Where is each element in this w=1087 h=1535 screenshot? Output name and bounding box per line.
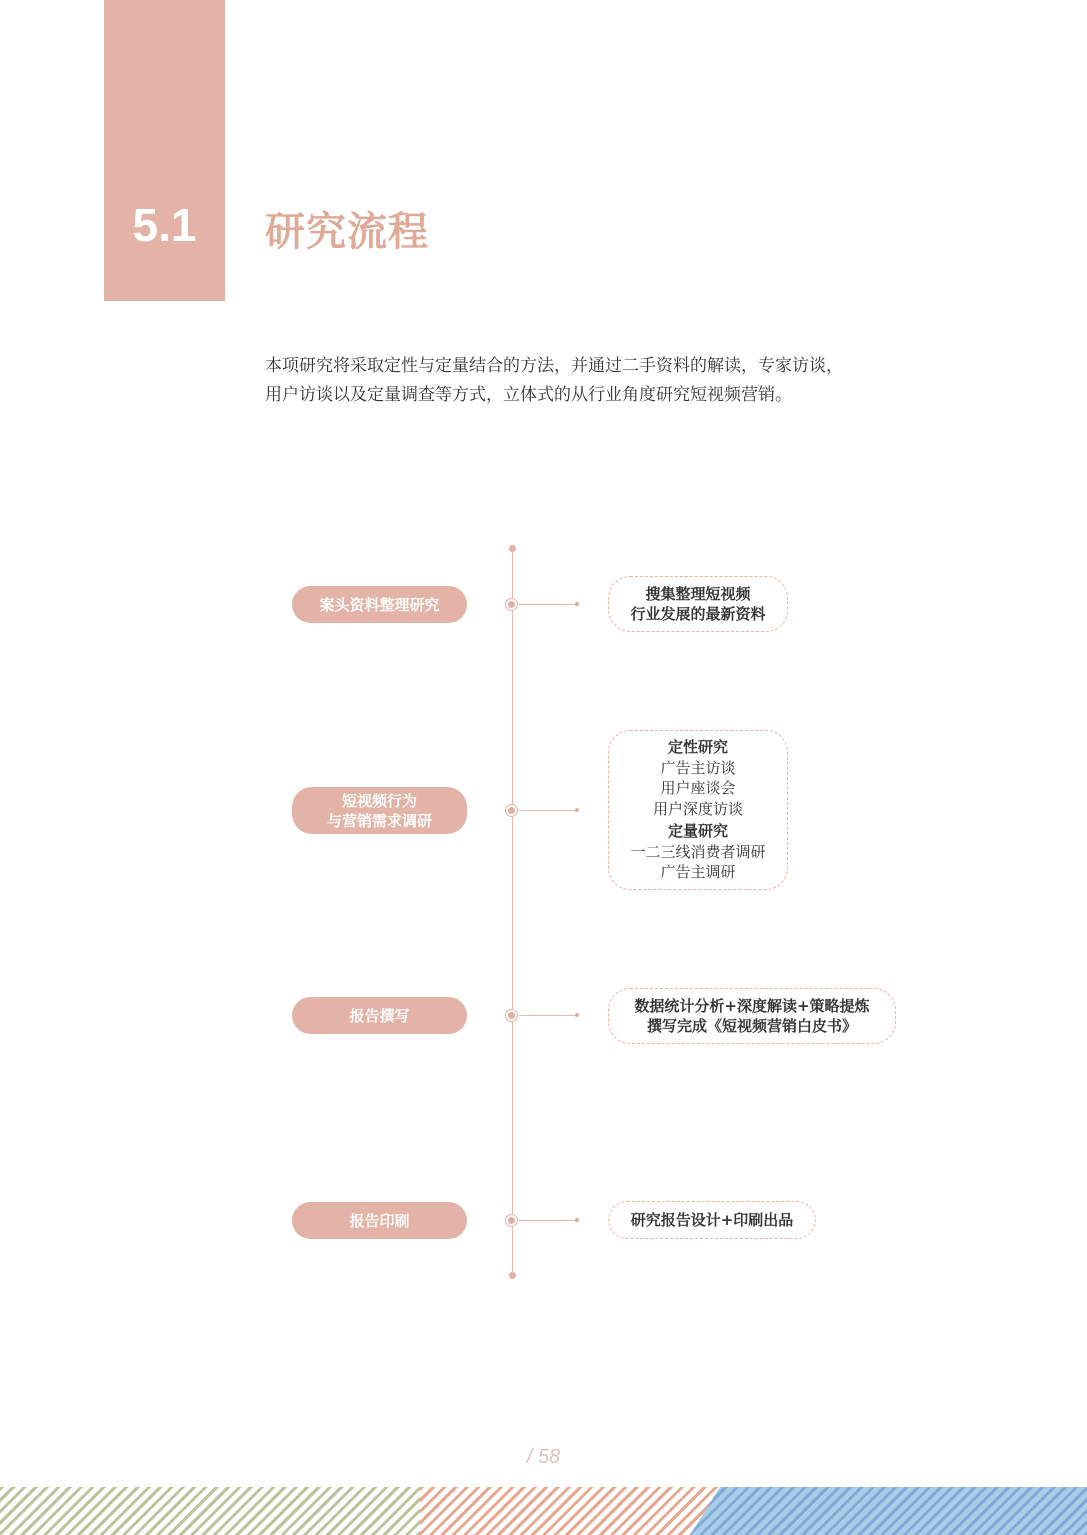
- qualitative-item-1: 广告主访谈: [660, 758, 736, 777]
- green-stripe-band: [0, 1487, 430, 1535]
- step-1-detail-line-2: 行业发展的最新资料: [630, 605, 766, 623]
- step-1-detail-box: [608, 576, 788, 632]
- intro-line-2: 用户访谈以及定量调查等方式，立体式的从行业角度研究短视频营销。: [265, 385, 792, 405]
- step-3-detail-line-1: 数据统计分析+深度解读+策略提炼: [634, 997, 870, 1015]
- intro-paragraph: [265, 352, 925, 410]
- blue-stripe-band: [690, 1487, 1087, 1535]
- step-3-connector: [519, 1015, 577, 1016]
- page-number: [0, 1446, 1087, 1469]
- page-title: 研究流程: [265, 209, 429, 255]
- quantitative-item-2: 广告主调研: [660, 863, 736, 882]
- step-3-label-text: 报告撰写: [349, 1006, 410, 1025]
- step-4-label: [292, 1202, 467, 1239]
- step-3-detail-line-2: 撰写完成《短视频营销白皮书》: [646, 1017, 857, 1035]
- section-number-block: [104, 0, 225, 301]
- step-4-node: [505, 1214, 518, 1227]
- step-4-detail-box: [608, 1201, 816, 1239]
- step-1-label: [292, 586, 467, 623]
- quantitative-item-1: 一二三线消费者调研: [630, 842, 766, 861]
- step-3-label: [292, 997, 467, 1034]
- step-1-node: [505, 598, 518, 611]
- step-2-label-line-1: 短视频行为: [341, 791, 417, 810]
- step-1-label-text: 案头资料整理研究: [319, 595, 440, 614]
- step-3-node: [505, 1009, 518, 1022]
- qualitative-title: 定性研究: [667, 738, 728, 757]
- step-1-detail-line-1: 搜集整理短视频: [645, 585, 751, 603]
- page-number-slash: /: [526, 1446, 538, 1468]
- step-4-label-text: 报告印刷: [349, 1211, 410, 1230]
- step-3-detail-box: [608, 988, 896, 1044]
- step-2-node: [505, 804, 518, 817]
- step-2-detail-box: [608, 730, 788, 890]
- quantitative-title: 定量研究: [667, 822, 728, 841]
- section-number: 5.1: [132, 199, 197, 251]
- timeline-end-dot: [509, 1272, 516, 1279]
- qualitative-item-2: 用户座谈会: [660, 779, 736, 798]
- step-2-label: [292, 787, 467, 834]
- timeline-line: [512, 548, 513, 1276]
- step-2-label-line-2: 与营销需求调研: [326, 811, 432, 830]
- intro-line-1: 本项研究将采取定性与定量结合的方法，并通过二手资料的解读，专家访谈，: [265, 356, 843, 376]
- step-4-detail-line-1: 研究报告设计+印刷出品: [630, 1211, 794, 1229]
- page-number-value: 58: [537, 1446, 561, 1468]
- qualitative-item-3: 用户深度访谈: [652, 799, 743, 818]
- coral-stripe-band: [420, 1487, 720, 1535]
- timeline-start-dot: [509, 545, 516, 552]
- step-1-connector: [519, 604, 577, 605]
- step-2-connector: [519, 810, 577, 811]
- step-4-connector: [519, 1220, 577, 1221]
